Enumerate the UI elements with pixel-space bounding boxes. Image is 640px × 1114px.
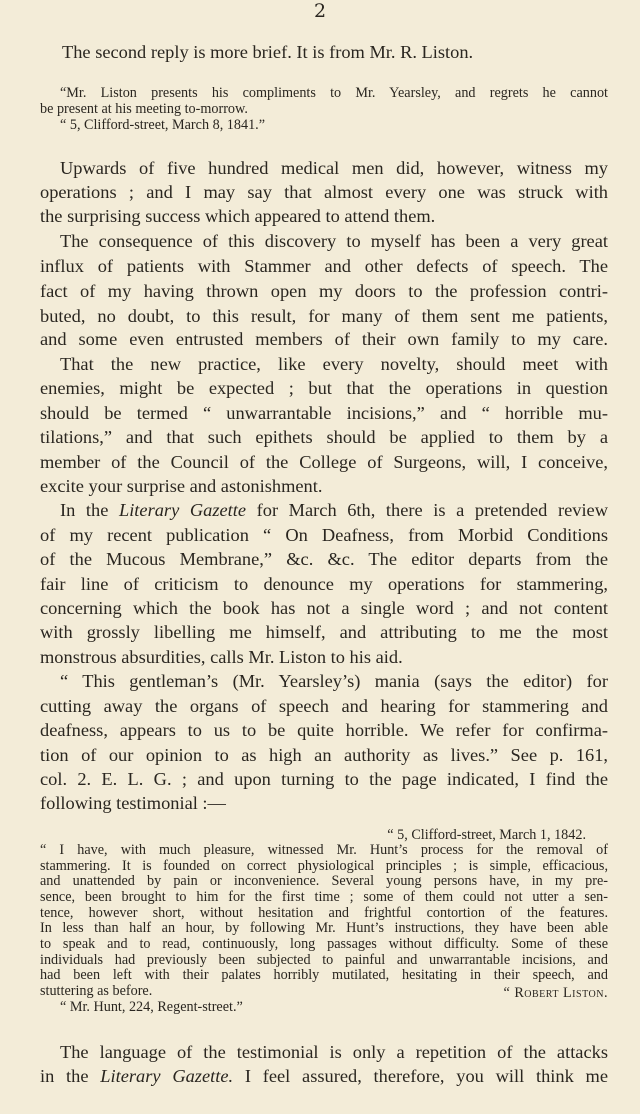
testimonial-line: stammering. It is founded on correct physiological principles ; is simple, efficacious, — [40, 858, 608, 874]
body-line: and some even entrusted members of their own family to my care. — [40, 329, 608, 349]
body-line: col. 2. E. L. G. ; and upon turning to the page indicated, I find the — [40, 769, 608, 789]
body-line: excite your surprise and astonishment. — [40, 476, 323, 496]
body-line: fair line of criticism to denounce my operations for stammering, — [40, 574, 608, 594]
liston-note-line: “Mr. Liston presents his compliments to Mr. Yearsley, and regrets he cannot — [60, 85, 608, 101]
body-line: fact of my having thrown open my doors to the profession contri- — [40, 281, 608, 301]
testimonial-line: stuttering as before. — [40, 983, 153, 999]
body-line: buted, no doubt, to this result, for many of them sent me patients, — [40, 306, 608, 326]
body-line: in the Literary Gazette. I feel assured, therefore, you will think me — [40, 1066, 608, 1086]
testimonial-signature: “ Robert Liston. — [503, 985, 608, 1001]
quote-line: deafness, appears to us to be quite horrible. We refer for confirma- — [40, 720, 608, 740]
testimonial-line: In less than half an hour, by following Mr. Hunt’s instructions, they have been able — [40, 920, 608, 936]
body-line: That the new practice, like every novelty, should meet with — [60, 354, 608, 374]
body-line: The language of the testimonial is only a repetition of the attacks — [60, 1042, 608, 1062]
body-line: the surprising success which appeared to attend them. — [40, 206, 436, 226]
body-line: member of the Council of the College of Surgeons, will, I conceive, — [40, 452, 608, 472]
liston-note-address: “ 5, Clifford-street, March 8, 1841.” — [60, 117, 266, 133]
body-line: enemies, might be expected ; but that the operations in question — [40, 378, 608, 398]
quote-line: tion of our opinion to as high an authority as lives.” See p. 161, — [40, 745, 608, 765]
body-line: tilations,” and that such epithets should be applied to them by a — [40, 427, 608, 447]
testimonial-address: “ 5, Clifford-street, March 1, 1842. — [387, 827, 586, 843]
body-line: Upwards of five hundred medical men did, however, witness my — [60, 158, 608, 178]
testimonial-line: individuals had previously been subjected to painful and unwarrantable incisions, and — [40, 952, 608, 968]
body-line: monstrous absurdities, calls Mr. Liston to his aid. — [40, 647, 403, 667]
testimonial-line: sence, been brought to him for the first time ; some of them could not utter a sen- — [40, 889, 608, 905]
body-line: The consequence of this discovery to myself has been a very great — [60, 231, 608, 251]
body-line: influx of patients with Stammer and other defects of speech. The — [40, 256, 608, 276]
testimonial-line: to speak and to read, continuously, long passages without difficulty. Some of these — [40, 936, 608, 952]
testimonial-line: “ I have, with much pleasure, witnessed Mr. Hunt’s process for the removal of — [40, 842, 608, 858]
testimonial-addressee: “ Mr. Hunt, 224, Regent-street.” — [60, 999, 243, 1015]
opening-sentence: The second reply is more brief. It is from Mr. R. Liston. — [62, 42, 474, 62]
body-line: of my recent publication “ On Deafness, from Morbid Conditions — [40, 525, 608, 545]
body-line: concerning which the book has not a single word ; and not content — [40, 598, 608, 618]
body-line: with grossly libelling me himself, and attributing to me the most — [40, 622, 608, 642]
body-line: following testimonial :— — [40, 793, 226, 813]
testimonial-line: tence, however short, without hesitation and frightful contortion of the features. — [40, 905, 608, 921]
testimonial-line: and unattended by pain or inconvenience. Several young persons have, in my pre- — [40, 873, 608, 889]
liston-note-line: be present at his meeting to-morrow. — [40, 101, 248, 117]
body-line: should be termed “ unwarrantable incisions,” and “ horrible mu- — [40, 403, 608, 423]
quote-line: “ This gentleman’s (Mr. Yearsley’s) mania (says the editor) for — [60, 671, 608, 691]
body-line: In the Literary Gazette for March 6th, there is a pretended review — [60, 500, 609, 520]
body-line: of the Mucous Membrane,” &c. &c. The editor departs from the — [40, 549, 608, 569]
testimonial-line: had been left with their palates horribly mutilated, hesitating in their speech, and — [40, 967, 608, 983]
publication-title: Literary Gazette. — [100, 1066, 234, 1086]
quote-line: cutting away the organs of speech and hearing for stammering and — [40, 696, 608, 716]
body-line: operations ; and I may say that almost every one was struck with — [40, 182, 608, 202]
page-number: 2 — [313, 0, 327, 22]
publication-title: Literary Gazette — [118, 500, 247, 520]
